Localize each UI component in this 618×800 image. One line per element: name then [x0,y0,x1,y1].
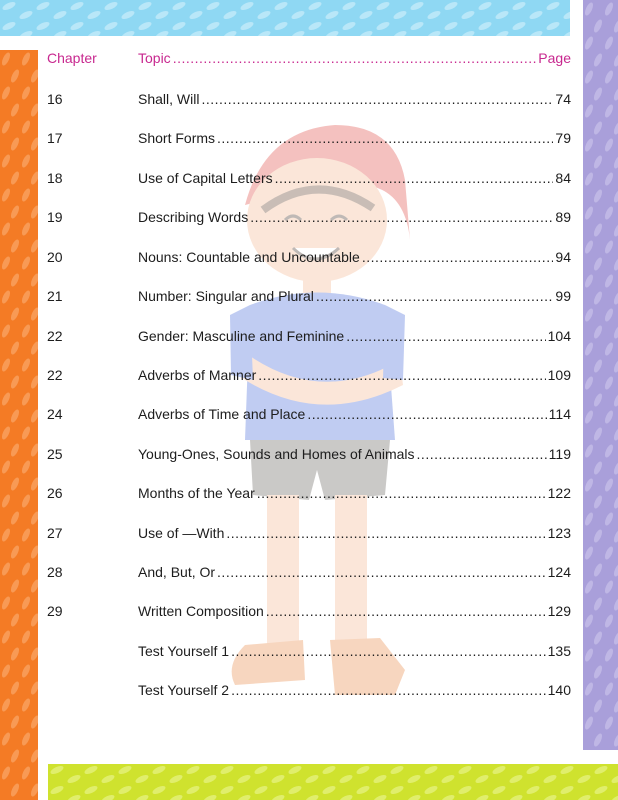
dot-leader [362,249,554,265]
chapter-number: 21 [47,288,63,304]
page-number: 94 [555,249,571,265]
toc-row[interactable] [47,170,571,188]
dot-leader [226,525,545,541]
chapter-number: 22 [47,367,63,383]
chapter-number: 18 [47,170,63,186]
dot-leader [217,564,546,580]
dot-leader [231,643,546,659]
topic-title: Gender: Masculine and Feminine [138,328,345,344]
toc-row[interactable] [47,209,571,227]
toc-row[interactable] [47,91,571,109]
toc-header-row [47,50,571,68]
leaf-pattern-icon [48,764,618,800]
dot-leader [257,485,546,501]
page-number: 99 [555,288,571,304]
topic-title: Adverbs of Time and Place [138,406,306,422]
page-number: 129 [547,603,571,619]
dot-leader [266,603,546,619]
page-number: 79 [555,130,571,146]
toc-row[interactable] [47,328,571,346]
dot-leader [250,209,553,225]
dot-leader [258,367,545,383]
toc-row[interactable] [47,564,571,582]
topic-title: Months of the Year [138,485,255,501]
toc-row[interactable] [47,130,571,148]
topic-title: Short Forms [138,130,216,146]
chapter-number: 19 [47,209,63,225]
dot-leader [346,328,545,344]
page-number: 104 [547,328,571,344]
chapter-number: 25 [47,446,63,462]
topic-column-header: Topic [138,50,171,66]
toc-row[interactable] [47,603,571,621]
dot-leader [275,170,554,186]
topic-title: Test Yourself 2 [138,682,230,698]
dot-leader [307,406,546,422]
toc-row[interactable] [47,367,571,385]
page-number: 140 [547,682,571,698]
topic-title: Test Yourself 1 [138,643,230,659]
toc-row[interactable] [47,525,571,543]
chapter-number: 29 [47,603,63,619]
leaf-pattern-icon [0,0,570,36]
topic-title: Number: Singular and Plural [138,288,314,304]
dot-leader [417,446,547,462]
dot-leader [201,91,553,107]
toc-row[interactable] [47,643,571,661]
topic-title: Nouns: Countable and Uncountable [138,249,360,265]
header-dot-leader [173,50,537,66]
page-number: 119 [548,446,571,462]
dot-leader [316,288,554,304]
chapter-number: 16 [47,91,63,107]
topic-title: Shall, Will [138,91,200,107]
topic-title: Adverbs of Manner [138,367,257,383]
top-decorative-band [0,0,570,36]
page-number: 89 [555,209,571,225]
topic-title: Young-Ones, Sounds and Homes of Animals [138,446,415,462]
chapter-number: 24 [47,406,63,422]
chapter-number: 17 [47,130,63,146]
page-number: 135 [547,643,571,659]
page-number: 84 [555,170,571,186]
toc-row[interactable] [47,249,571,267]
page-number: 114 [548,406,571,422]
chapter-column-header: Chapter [47,50,97,66]
topic-title: Written Composition [138,603,264,619]
page-number: 122 [547,485,571,501]
leaf-pattern-icon [0,50,38,800]
leaf-pattern-icon [583,0,618,750]
page-number: 74 [555,91,571,107]
toc-row[interactable] [47,406,571,424]
topic-title: Use of —With [138,525,225,541]
toc-row[interactable] [47,485,571,503]
page-number: 109 [547,367,571,383]
chapter-number: 28 [47,564,63,580]
left-decorative-band [0,50,38,800]
dot-leader [217,130,553,146]
page-column-header: Page [538,50,571,66]
chapter-number: 20 [47,249,63,265]
toc-row[interactable] [47,288,571,306]
right-decorative-band [583,0,618,750]
bottom-decorative-band [48,764,618,800]
chapter-number: 26 [47,485,63,501]
toc-row[interactable] [47,682,571,700]
page-number: 124 [547,564,571,580]
chapter-number: 27 [47,525,63,541]
page-number: 123 [547,525,571,541]
topic-title: Describing Words [138,209,249,225]
toc-row[interactable] [47,446,571,464]
dot-leader [231,682,546,698]
topic-title: Use of Capital Letters [138,170,273,186]
topic-title: And, But, Or [138,564,216,580]
chapter-number: 22 [47,328,63,344]
